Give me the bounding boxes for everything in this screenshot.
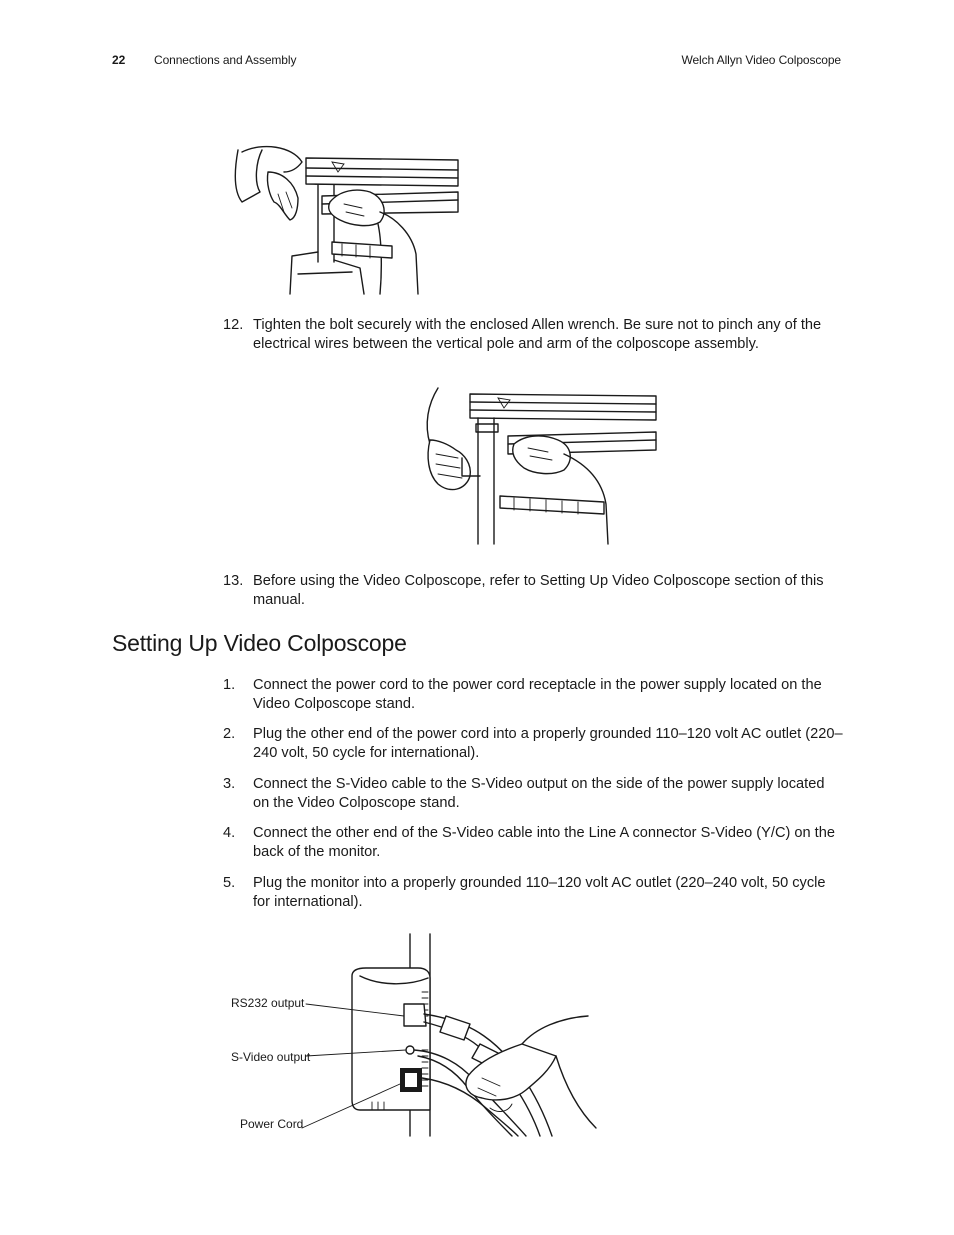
callout-rs232-output: RS232 output [231,996,305,1010]
setup-step-5 [223,874,843,914]
step-number: 5. [223,875,236,891]
setup-step-4 [223,824,843,864]
step-12 [223,316,843,356]
page-number: 22 [112,53,126,67]
setup-step-1 [223,676,843,716]
setup-step-3 [223,775,843,815]
step-number: 4. [223,825,236,841]
step-number: 1. [223,677,236,693]
step-number: 12. [223,317,244,333]
step-text: Connect the other end of the S-Video cable into the Line A connector S-Video (Y/C) on the back of the monitor. [253,825,835,860]
step-text: Plug the monitor into a properly grounded 110–120 volt AC outlet (220–240 volt, 50 cycle for international). [253,875,826,910]
step-text: Plug the other end of the power cord into a properly grounded 110–120 volt AC outlet (220–240 volt, 50 cycle for international). [253,726,843,761]
section-heading: Setting Up Video Colposcope [112,630,407,656]
step-number: 3. [223,776,236,792]
figure-arm-attach [232,142,460,298]
running-header-document: Welch Allyn Video Colposcope [681,53,841,67]
step-number: 13. [223,573,244,589]
figure-tighten-bolt [418,384,658,546]
step-text: Connect the power cord to the power cord receptacle in the power supply located on the Video Colposcope stand. [253,677,822,712]
step-text: Tighten the bolt securely with the enclosed Allen wrench. Be sure not to pinch any of the electrical wires between the vertical pole and arm of the colposcope assembly. [253,317,822,352]
callout-power-cord: Power Cord [240,1117,304,1131]
step-text: Before using the Video Colposcope, refer to Setting Up Video Colposcope section of this manual. [253,573,824,608]
figure-power-supply-connections [300,932,600,1138]
step-number: 2. [223,726,236,742]
running-header-section: Connections and Assembly [154,53,297,67]
step-13 [223,572,843,612]
step-text: Connect the S-Video cable to the S-Video output on the side of the power supply located on the Video Colposcope stand. [253,776,825,811]
setup-step-2 [223,725,843,765]
callout-svideo-output: S-Video output [231,1050,311,1064]
